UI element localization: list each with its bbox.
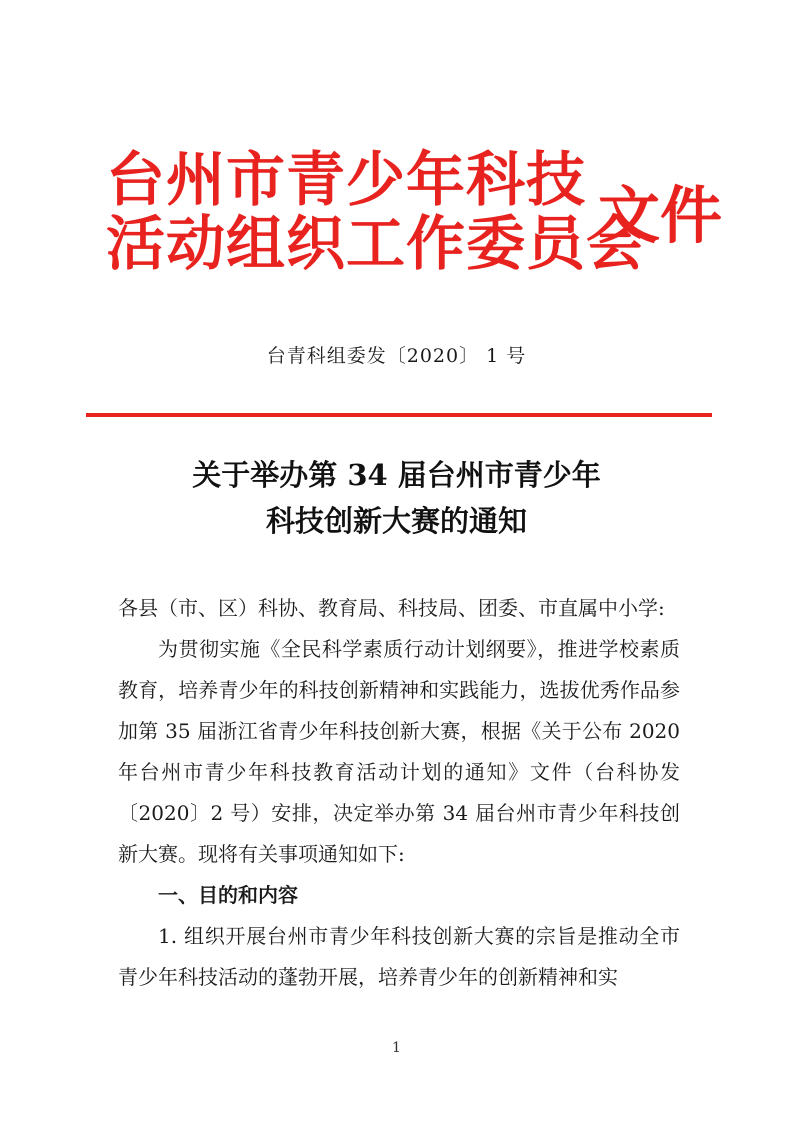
- document-body: [118, 588, 680, 998]
- document-type-label: 文件: [598, 179, 723, 252]
- title-line2: 科技创新大赛的通知: [265, 504, 527, 538]
- section-heading-purpose: 一、目的和内容: [158, 883, 298, 907]
- org-name-line1: 台州市青少年科技: [106, 145, 587, 214]
- paragraph-item-1: 1. 组织开展台州市青少年科技创新大赛的宗旨是推动全市青少年科技活动的蓬勃开展，培养青少年的创新精神和实: [118, 924, 680, 989]
- salutation: 各县（市、区）科协、教育局、科技局、团委、市直属中小学:: [118, 596, 665, 620]
- paragraph-intro: 为贯彻实施《全民科学素质行动计划纲要》，推进学校素质教育，培养青少年的科技创新精神和实践能力，选拔优秀作品参加第 35 届浙江省青少年科技创新大赛，根据《关于公布 2020 年台州市青少年科技教育活动计划的通知》文件（台科协发〔2020〕2 号）安排，决定举办第 34 届台州市青少年科技创新大赛。现将有关事项通知如下:: [118, 637, 680, 866]
- issuing-organization: [106, 145, 647, 278]
- document-title: [0, 452, 793, 544]
- document-number: 台青科组委发〔2020〕 1 号: [266, 345, 527, 367]
- red-divider-line: [86, 413, 712, 417]
- page-number: 1: [392, 1040, 401, 1056]
- org-name-line2: 活动组织工作委员会: [106, 209, 647, 278]
- title-line1: 关于举办第 34 届台州市青少年: [192, 458, 601, 492]
